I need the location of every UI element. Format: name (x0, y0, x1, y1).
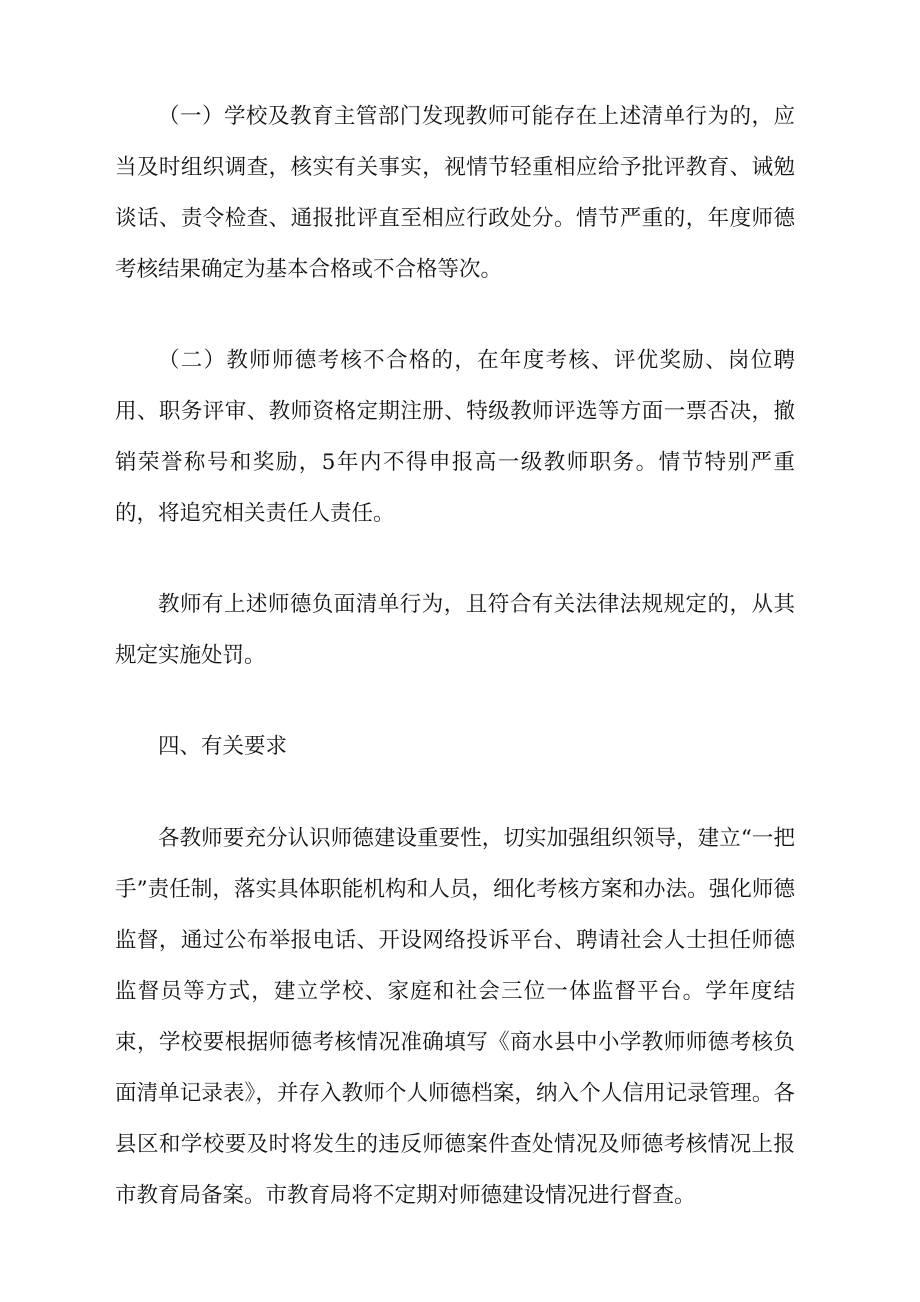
paragraph-disciplinary-investigation: （一）学校及教育主管部门发现教师可能存在上述清单行为的，应当及时组织调查，核实有关事实，视情节轻重相应给予批评教育、诫勉谈话、责令检查、通报批评直至相应行政处分。情节严重的，年度师德考核结果确定为基本合格或不合格等次。 (115, 104, 795, 282)
paragraph-legal-penalty: 教师有上述师德负面清单行为，且符合有关法律法规规定的，从其规定实施处罚。 (115, 592, 795, 668)
section-heading-requirements: 四、有关要求 (158, 734, 288, 759)
paragraph-requirements-body: 各教师要充分认识师德建设重要性，切实加强组织领导，建立“一把手”责任制，落实具体职能机构和人员，细化考核方案和办法。强化师德监督，通过公布举报电话、开设网络投诉平台、聘请社会人士担任师德监督员等方式，建立学校、家庭和社会三位一体监督平台。学年度结束，学校要根据师德考核情况准确填写《商水县中小学教师师德考核负面清单记录表》，并存入教师个人师德档案，纳入个人信用记录管理。各县区和学校要及时将发生的违反师德案件查处情况及师德考核情况上报市教育局备案。市教育局将不定期对师德建设情况进行督查。 (115, 826, 795, 1208)
paragraph-one-vote-veto: （二）教师师德考核不合格的，在年度考核、评优奖励、岗位聘用、职务评审、教师资格定期注册、特级教师评选等方面一票否决，撤销荣誉称号和奖励，5年内不得申报高一级教师职务。情节特别严重的，将追究相关责任人责任。 (115, 348, 795, 526)
